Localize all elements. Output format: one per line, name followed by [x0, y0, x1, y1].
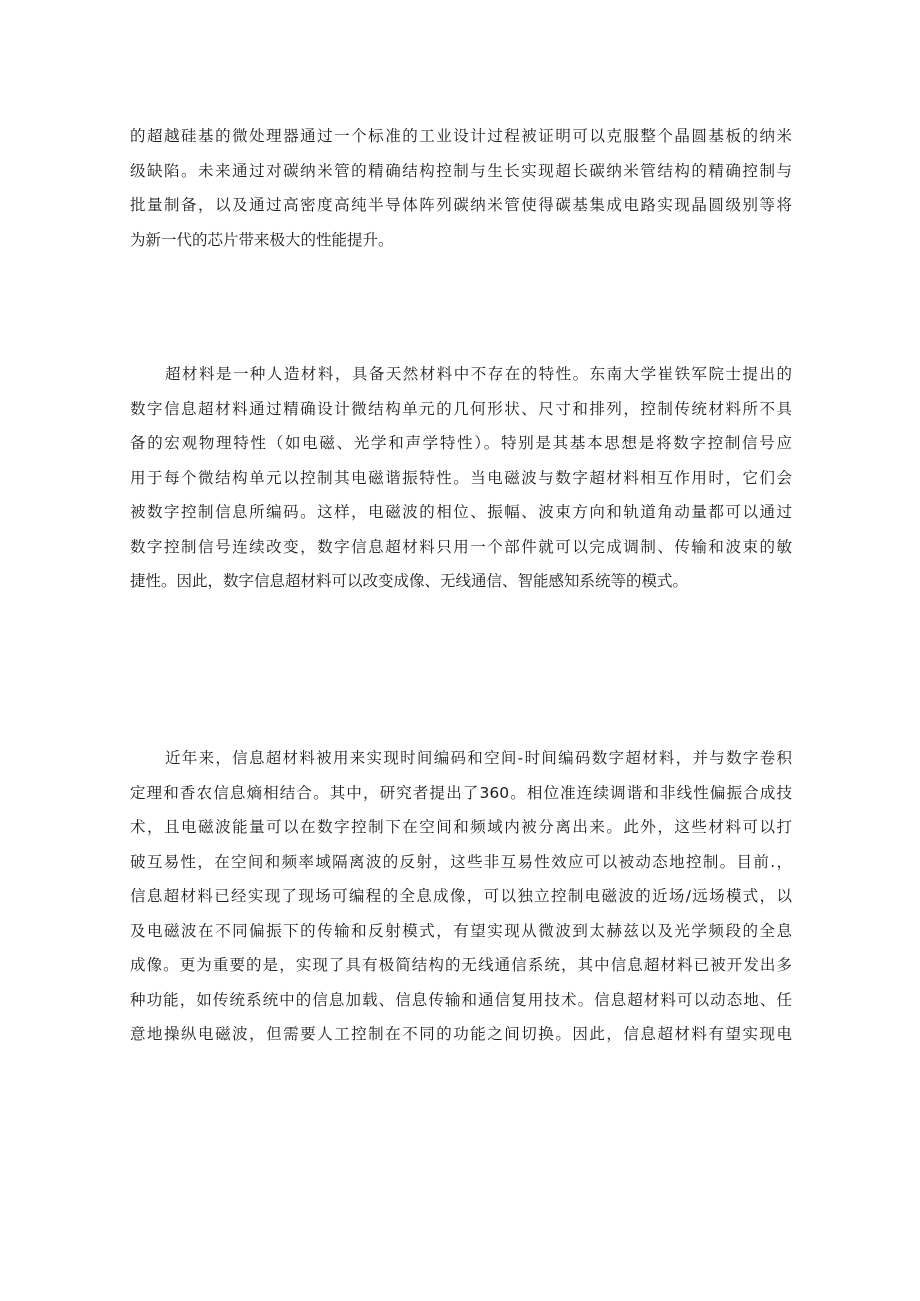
text-line: 意地操纵电磁波，但需要人工控制在不同的功能之间切换。因此，信息超材料有望实现电	[130, 1025, 792, 1043]
text-line: 破互易性，在空间和频率域隔离波的反射，这些非互易性效应可以被动态地控制。目前.，	[130, 852, 792, 871]
text-line: 种功能，如传统系统中的信息加载、信息传输和通信复用技术。信息超材料可以动态地、任	[130, 990, 792, 1009]
text-line: 术，且电磁波能量可以在数字控制下在空间和频域内被分离出来。此外，这些材料可以打	[130, 818, 792, 836]
text-line: 近年来，信息超材料被用来实现时间编码和空间-时间编码数字超材料，并与数字卷积	[165, 749, 792, 767]
text-line: 批量制备，以及通过高密度高纯半导体阵列碳纳米管使得碳基集成电路实现晶圆级别等将	[130, 196, 792, 214]
text-line: 备的宏观物理特性（如电磁、光学和声学特性）。特别是其基本思想是将数字控制信号应	[130, 434, 792, 452]
text-line: 为新一代的芯片带来极大的性能提升。	[130, 230, 394, 249]
text-line: 定理和香农信息熵相结合。其中，研究者提出了360。相位准连续调谐和非线性偏振合成技	[130, 783, 792, 802]
text-line: 被数字控制信息所编码。这样，电磁波的相位、振幅、波束方向和轨道角动量都可以通过	[130, 503, 792, 521]
text-line: 及电磁波在不同偏振下的传输和反射模式，有望实现从微波到太赫兹以及光学频段的全息	[130, 921, 792, 940]
paragraph-metamaterial	[130, 357, 792, 599]
text-line: 级缺陷。未来通过对碳纳米管的精确结构控制与生长实现超长碳纳米管结构的精确控制与	[130, 161, 792, 180]
text-line: 的超越硅基的微处理器通过一个标准的工业设计过程被证明可以克服整个晶圆基板的纳米	[130, 127, 792, 145]
text-line: 超材料是一种人造材料，具备天然材料中不存在的特性。东南大学崔铁军院士提出的	[165, 365, 792, 383]
text-line: 捷性。因此，数字信息超材料可以改变成像、无线通信、智能感知系统等的模式。	[130, 572, 689, 590]
text-line: 数字控制信号连续改变，数字信息超材料只用一个部件就可以完成调制、传输和波束的敏	[130, 537, 792, 556]
paragraph-carbon-nanotube	[130, 119, 792, 257]
paragraph-information-metamaterial	[130, 741, 792, 1052]
text-line: 数字信息超材料通过精确设计微结构单元的几何形状、尺寸和排列，控制传统材料所不具	[130, 399, 792, 418]
text-line: 用于每个微结构单元以控制其电磁谐振特性。当电磁波与数字超材料相互作用时，它们会	[130, 468, 792, 487]
text-line: 信息超材料已经实现了现场可编程的全息成像，可以独立控制电磁波的近场/远场模式，以	[130, 887, 792, 905]
text-line: 成像。更为重要的是，实现了具有极简结构的无线通信系统，其中信息超材料已被开发出多	[130, 956, 792, 974]
